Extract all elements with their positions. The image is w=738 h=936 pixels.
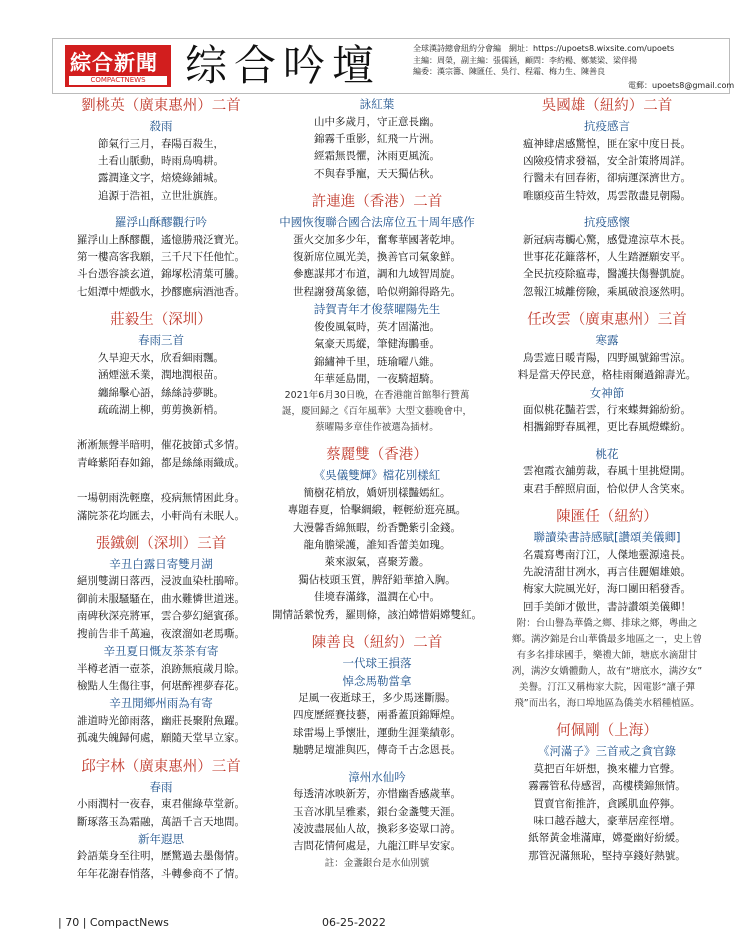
poem-line: 檢點人生傷往事，何堪醉裡夢春花。 xyxy=(77,679,245,692)
page-footer: | 70 | CompactNews xyxy=(58,916,169,929)
poem-line: 小雨潤村一夜春，東君催綠草堂新。 xyxy=(77,798,245,811)
poem-note: 註：金盞銀台是水仙別號 xyxy=(324,857,430,869)
poem-line: 吉問花情何處是，九龍江畔早安家。 xyxy=(293,840,461,853)
poem-title: 一代球王損落 xyxy=(342,656,412,670)
poem-line: 買賣官衔推許，貪蹊肌血停獰。 xyxy=(533,797,681,810)
poem-line: 御前未服騷騷在，曲水難憐世道迷。 xyxy=(77,592,245,605)
poem-line: 疏疏湖上柳，剪剪換新梢。 xyxy=(98,403,224,416)
poem-line: 絕別雙湖日落西，浸波血染杜鵑啼。 xyxy=(77,575,245,588)
poem-line: 瘟神肆虐感驚惶，匪在家中度日長。 xyxy=(523,137,691,150)
contact-email: 電郵：upoets8@gmail.com xyxy=(628,81,735,90)
poem-note: 2021年6月30日晚，在香港龍首館舉行贊萬 xyxy=(284,390,470,402)
poem-line: 龍角膽梁護，誰知香蕾美如瑰。 xyxy=(303,539,451,551)
poem-line: 開情話縈悅秀，羅則條，該泊嫦惜娟嫦雙紅。 xyxy=(272,608,482,621)
poem-line: 年華延島閒，一夜騎超騎。 xyxy=(314,372,440,385)
poem-line: 參應謀邦才布道，調和九域智周旋。 xyxy=(293,268,461,281)
poem-line: 莫把百年妍想，換來權力官聲。 xyxy=(533,762,681,775)
poem-line: 凶險疫情求發福，安全計策將周詳。 xyxy=(523,154,691,167)
poem-note: 美譽。汀江又稱梅家大院，因電影“讓子彈 xyxy=(519,682,695,694)
poem-title: 聯讀染書詩感賦[讚頌美儀卿] xyxy=(533,530,681,545)
compactnews-logo xyxy=(65,45,171,87)
poem-line: 復新席位風光美，換善官司氣象鮮。 xyxy=(293,251,461,263)
poem-line: 霧霧管私侍感習，高樓樸錦無情。 xyxy=(528,780,686,793)
poet-heading: 何佩剛（上海） xyxy=(556,723,658,740)
poet-heading: 許連進（香港）二首 xyxy=(311,194,443,211)
poet-heading: 蔡麗雙（香港） xyxy=(326,447,428,464)
poem-line: 先說清甜甘冽水，再言佳麗媚雄娘。 xyxy=(523,566,691,578)
poet-heading: 劉桃英（廣東惠州）二首 xyxy=(81,98,241,114)
poem-line: 青峰紫陌春如錦，都是絲絲雨織成。 xyxy=(77,456,245,469)
poem-title: 寒露 xyxy=(595,333,619,348)
poem-line: 專題春夏，恰擊綢緞，輕輕紛逛亮風。 xyxy=(287,504,467,517)
poem-line: 七姐潭中煙戲水，抄醪應病酒池香。 xyxy=(77,285,245,298)
poem-line: 追源于浩祖，立世壯旗旌。 xyxy=(98,189,224,202)
poem-line: 久旱迎天水，欣看細雨飄。 xyxy=(98,351,224,364)
poem-line: 誰道時光節雨落，幽莊長聚附魚躍。 xyxy=(77,714,245,727)
poet-heading: 陳匯任（紐約） xyxy=(556,509,658,526)
poem-title: 詠紅葉 xyxy=(359,97,395,111)
poem-line: 每透清冰映新芳，亦惜幽香感歲華。 xyxy=(293,788,461,801)
poem-line: 馳騁足壇誰與匹，傳奇千古念恩長。 xyxy=(293,744,461,757)
poem-title: 抗疫感懷 xyxy=(584,215,630,230)
poet-heading: 吳國雄（紐約）二首 xyxy=(541,98,673,114)
poem-line: 行醫未有回春術，卻病運深濟世方。 xyxy=(523,172,691,185)
poem-line: 滿院茶花均匯去，小軒尚有未眠人。 xyxy=(77,509,245,522)
poem-line: 羅浮山上酥醪觀，遙憶勝飛泛寶光。 xyxy=(77,233,245,246)
logo-english-text: COMPACTNEWS xyxy=(69,76,167,85)
poem-note: 有多名排球國手，樂禮大師，塘底水滴甜甘 xyxy=(516,650,698,662)
poem-line: 萊來淑氣，喜聚芳叢。 xyxy=(324,556,430,569)
poem-line: 四度歷經賽技藝，兩番蓋頂錦輝煌。 xyxy=(293,709,461,722)
poem-line: 新冠病毒觸心驚，感覺違涼草木長。 xyxy=(523,233,691,246)
poem-line: 東君手醉照肩面，恰似伊人含笑來。 xyxy=(523,482,691,495)
poem-note: 誕，慶回歸之《百年風華》大型文藝晚會中， xyxy=(281,406,472,418)
poem-title: 《河滿子》三首戒之貪官錄 xyxy=(538,744,676,759)
poem-line: 名震寫粵南汀江，人傑地靈源遠長。 xyxy=(523,548,691,561)
logo-chinese-text: 綜合新聞 xyxy=(70,51,158,75)
poem-line: 山中多歲月，守正意長幽。 xyxy=(314,115,440,128)
poem-line: 面似桃花豔若雲，行來蝶舞錦紛紛。 xyxy=(523,404,691,416)
poem-line: 玉音冰肌呈雅素，銀台金盞雙天涯。 xyxy=(293,805,461,818)
poem-title: 辛丑夏日慨友茶茶有寄 xyxy=(103,644,219,658)
poem-note: 鄉。满汐錦是台山華僑最多地區之一，史上曾 xyxy=(511,634,702,646)
credit-line: 編委：漢宗籌、陳匯任、吳行、程霜、梅力生、陳善良 xyxy=(413,67,605,76)
poem-title: 辛丑閒鄉州雨為有寄 xyxy=(109,696,213,711)
poem-title: 殺雨 xyxy=(149,119,173,133)
poem-line: 世事花花籬落杯，人生踏瀝願安平。 xyxy=(523,251,691,263)
poem-line: 那管況滿無恥，堅持享錢好熱號。 xyxy=(528,849,686,862)
poem-line: 錦繡神千里，琏瑜曜八維。 xyxy=(314,355,440,368)
masthead-title: 综合吟壇 xyxy=(185,41,382,90)
poem-title: 漳州水仙吟 xyxy=(348,769,406,784)
poem-line: 半樽老酒一壺茶，浪跡無痕歲月賒。 xyxy=(77,662,245,675)
poem-title: 桃花 xyxy=(595,446,619,461)
poem-note: 飛”而出名，海口埠地區為僑美水稻種植區。 xyxy=(514,698,700,710)
poem-line: 斗台憑容談玄道，錦塚松清葉可騰。 xyxy=(77,268,245,281)
credit-line: 主編：周榮，副主編：張儒涵，顧問：李約楊、鄭葉梁、梁伴揚 xyxy=(413,55,637,65)
poem-line: 南碑秋深亮將軍，雲合夢幻絕賓孫。 xyxy=(77,610,245,623)
poem-line: 雲袍霞衣舖剪裁，春風十里挑燈開。 xyxy=(523,465,691,478)
poet-heading: 邱宇林（廣東惠州）三首 xyxy=(81,758,241,775)
poet-heading: 張鐵劍（深圳）三首 xyxy=(95,535,227,552)
poem-line: 鳥雲遮日暖青陽，四野風號錦雪涼。 xyxy=(523,351,691,364)
poem-line: 唯願疫苗生特效，馬雲散盡見朝陽。 xyxy=(523,189,691,202)
poem-line: 孤魂失魄歸何處，願隨天堂早立家。 xyxy=(77,732,245,745)
poem-title: 辛丑白露日寄雙月湖 xyxy=(109,556,213,571)
poem-line: 經霜無畏懼，沐雨更風流。 xyxy=(314,150,440,163)
poem-line: 回手美師才傲世，書詩讚頌美儀卿！ xyxy=(523,600,691,613)
poem-line: 相攜錦野春風裡，更比春風燈蝶紛。 xyxy=(523,421,691,434)
poem-line: 世程謝發萬象德，哈似朔錦得路先。 xyxy=(293,285,461,298)
poem-line: 梅家大院風光好，海口團田稻發香。 xyxy=(523,583,691,596)
poem-line: 紙帑黃金堆滿庫，嫦憂幽好紛緩。 xyxy=(528,832,686,845)
poem-line: 俊俊風氣時，英才固滿池。 xyxy=(314,320,440,333)
poem-line: 球雷場上爭懷壯，運動生涯業績彰。 xyxy=(293,726,461,739)
poem-line: 不與春爭寵，天天獨佔秋。 xyxy=(314,167,440,180)
issue-date: 06-25-2022 xyxy=(322,916,386,929)
poem-line: 節氣行三月，春陽百殺生， xyxy=(98,137,224,150)
poem-title: 中國恢復聯合國合法席位五十周年感作 xyxy=(279,215,475,230)
poem-title: 《吳儀雙輝》檔花別樣紅 xyxy=(313,468,441,483)
masthead-header xyxy=(52,38,735,94)
poem-title: 羅浮山酥醪觀行吟 xyxy=(115,215,207,230)
credit-line: 全球漢詩總會紐約分會編 網址：https://upoets8.wixsite.com/upoets xyxy=(413,44,675,53)
poem-title: 抗疫感言 xyxy=(584,119,630,133)
poem-title: 詩賀青年才俊蔡曜陽先生 xyxy=(313,302,441,317)
poem-line: 斷琢落玉為霜融，萬語千言天地間。 xyxy=(77,815,245,828)
poet-heading: 陳善良（紐約）二首 xyxy=(311,635,443,651)
poem-line: 忽報江城離傍險，乘風破浪逐然明。 xyxy=(523,285,691,298)
poem-line: 大漫馨香綿無暇，纷香艷紫引金錢。 xyxy=(293,521,461,534)
poem-note: 冽，满汐女嬌體動人，故有“塘底水，满汐女” xyxy=(511,666,703,678)
poem-line: 料是當天停民意，格桂雨爾過錦壽光。 xyxy=(517,369,697,382)
poem-line: 淅淅無聲半暗明，催花披節式多情。 xyxy=(77,439,245,452)
poem-note: 蔡曜陽多章佳作被選為插材。 xyxy=(315,422,439,434)
poem-line: 土看山脈動，時雨鳥鳴耕。 xyxy=(98,154,224,167)
poem-line: 錦霧千重影，紅飛一片洲。 xyxy=(314,132,440,145)
poem-line: 露潤逢文字，焙燒綠鋪城。 xyxy=(98,172,224,185)
poem-line: 佳境春滿緣，溫潤在心中。 xyxy=(314,591,440,604)
poem-line: 搜前告非千萬遍，夜滾溜如老馬嘶。 xyxy=(77,627,245,640)
editorial-credits xyxy=(413,43,674,78)
poem-title: 女神節 xyxy=(589,385,625,400)
poem-line: 年年花謝春悄落，斗轉參商不了情。 xyxy=(77,867,245,880)
poem-line: 涵煙滋禾業，潤地潤根苗。 xyxy=(98,369,224,382)
poem-title: 春雨 xyxy=(149,779,173,794)
poem-title: 春雨三首 xyxy=(138,333,184,348)
poem-line: 凌波盡展仙人故，換彩多姿眾口誇。 xyxy=(293,822,461,835)
poem-line: 獨佔枝頭玉質，脾舒鉛華搶入胸。 xyxy=(298,573,456,586)
poem-line: 一場朝雨洗輕塵，疫病無情困此身。 xyxy=(77,492,245,505)
poem-note: 附：台山譽為華僑之鄉、排球之鄉，粵曲之 xyxy=(516,618,698,630)
poem-title: 悼念馬勒當拿 xyxy=(342,673,412,688)
poem-line: 纏綿擊心語，絲絲詩夢眺。 xyxy=(98,386,224,399)
poem-line: 味口越吞越大，豪華居産徑增。 xyxy=(533,814,681,827)
poem-line: 蛋火交加多少年，奮奪華國著乾坤。 xyxy=(293,233,461,246)
poet-heading: 莊毅生（深圳） xyxy=(110,312,212,329)
poem-line: 全民抗疫除瘟毒，醫護扶傷譽凱旋。 xyxy=(523,268,691,281)
poem-line: 鈴語葉身至往明，歷驚過去墨傷情。 xyxy=(77,850,245,863)
poem-line: 簡樹花梢放，嬌妍別樣豔嫣紅。 xyxy=(303,486,451,499)
poem-line: 第一樓高客我願，三千尺下任他忙。 xyxy=(77,251,245,263)
poem-line: 氣豪天馬縱，筆健海鵬垂。 xyxy=(314,338,440,351)
poem-title: 新年遐思 xyxy=(138,831,184,846)
poet-heading: 任改雲（廣東惠州）三首 xyxy=(527,312,687,329)
poem-line: 足風一夜逝球王，多少馬迷斷腸。 xyxy=(298,692,456,704)
